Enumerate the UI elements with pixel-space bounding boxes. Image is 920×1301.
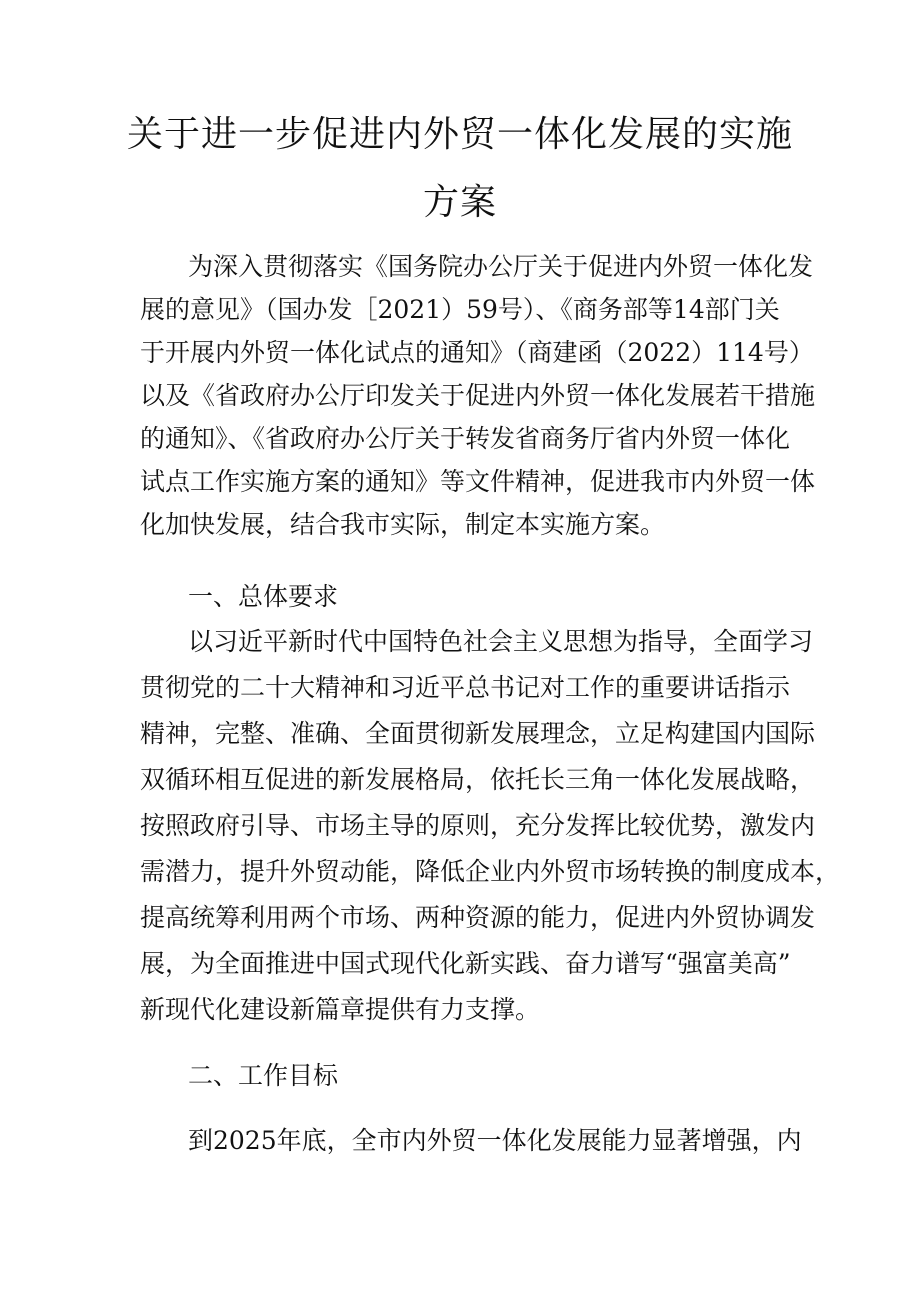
- intro-line: 展的意见》（国办发［2021）59号）、《商务部等14部门关: [140, 295, 780, 324]
- section-1-line: 提高统筹利用两个市场、两种资源的能力，促进内外贸协调发: [140, 903, 816, 932]
- intro-line: 化加快发展，结合我市实际，制定本实施方案。: [140, 510, 666, 539]
- intro-line: 试点工作实施方案的通知》等文件精神，促进我市内外贸一体: [140, 467, 816, 496]
- section-1-heading: 一、总体要求: [188, 582, 339, 611]
- intro-line: 以及《省政府办公厅印发关于促进内外贸一体化发展若干措施: [140, 381, 816, 410]
- document-title-line-2: 方案: [422, 182, 497, 223]
- section-1-line: 精神，完整、准确、全面贯彻新发展理念，立足构建国内国际: [140, 719, 816, 748]
- section-1-line: 新现代化建设新篇章提供有力支撑。: [140, 995, 541, 1024]
- section-1-line: 贯彻党的二十大精神和习近平总书记对工作的重要讲话指示: [140, 673, 791, 702]
- intro-line: 的通知》、《省政府办公厅关于转发省商务厅省内外贸一体化: [140, 424, 791, 453]
- section-1-line: 按照政府引导、市场主导的原则，充分发挥比较优势，激发内: [140, 811, 816, 840]
- section-1-line: 需潜力，提升外贸动能，降低企业内外贸市场转换的制度成本，: [140, 857, 841, 886]
- document-title-line-1: 关于进一步促进内外贸一体化发展的实施: [126, 114, 793, 155]
- section-1-line: 以习近平新时代中国特色社会主义思想为指导，全面学习: [188, 627, 814, 656]
- intro-line: 于开展内外贸一体化试点的通知》（商建函（2022）114号）: [140, 338, 814, 367]
- section-2-line: 到2025年底，全市内外贸一体化发展能力显著增强，内: [188, 1126, 802, 1155]
- section-1-line: 展，为全面推进中国式现代化新实践、奋力谱写“强富美高”: [140, 949, 791, 978]
- section-1-line: 双循环相互促进的新发展格局，依托长三角一体化发展战略，: [140, 765, 816, 794]
- section-2-heading: 二、工作目标: [188, 1061, 339, 1090]
- intro-line: 为深入贯彻落实《国务院办公厅关于促进内外贸一体化发: [188, 252, 814, 281]
